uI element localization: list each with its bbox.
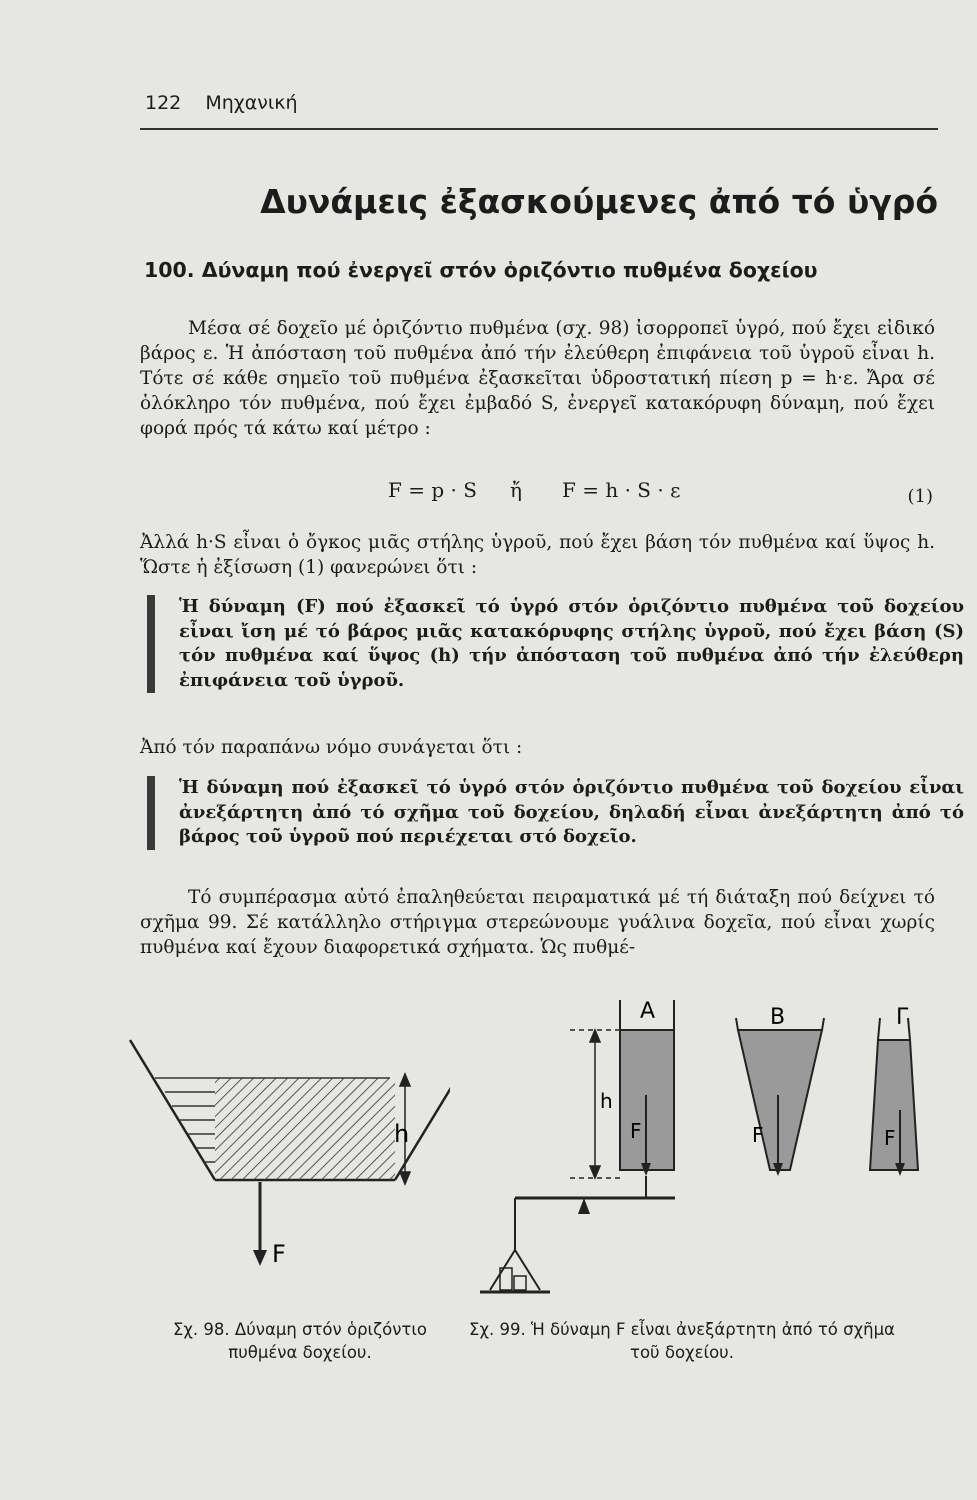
figure-98-caption-line1: Σχ. 98. Δύναμη στόν ὁριζόντιο <box>172 1320 428 1339</box>
paragraph-1 <box>140 316 935 441</box>
page-number: 122 <box>145 92 182 114</box>
figure-98-F-label: F <box>272 1240 286 1268</box>
paragraph-4 <box>140 885 935 960</box>
vessel-B <box>736 1018 824 1176</box>
law-1-text: Ἡ δύναμη (F) πού ἐξασκεῖ τό ὑγρό στόν ὁριζόντιο πυθμένα τοῦ δοχείου εἶναι ἴση μέ τό βάρος μιᾶς κατακόρυφης στήλης ὑγροῦ, πού ἔχει βάση (S) τόν πυθμένα καί ὕψος (h) τήν ἀπόσταση τοῦ πυθμένα ἀπό τήν ἐλεύθερη ἐπιφάνεια τοῦ ὑγροῦ. <box>179 596 964 691</box>
section-heading: 100. Δύναμη πού ἐνεργεῖ στόν ὁριζόντιο πυθμένα δοχείου <box>144 258 818 282</box>
paragraph-4-text: Τό συμπέρασμα αὐτό ἐπαληθεύεται πειραματικά μέ τή διάταξη πού δείχνει τό σχῆμα 99. Σέ κατάλληλο στήριγμα στερεώνουμε γυάλινα δοχεῖα, πού εἶναι χωρίς πυθμένα καί ἔχουν διαφορετικά σχήματα. Ὡς πυθμέ- <box>140 887 935 958</box>
running-title: Μηχανική <box>205 92 298 114</box>
figure-98-caption-line2: πυθμένα δοχείου. <box>228 1343 372 1362</box>
formula-or: ἤ <box>510 478 522 502</box>
paragraph-2 <box>140 530 935 580</box>
law-box-1 <box>147 595 964 693</box>
formula-right: F = h · S · ε <box>562 478 681 502</box>
header-rule <box>140 128 938 130</box>
chapter-title: Δυνάμεις ἐξασκούμενες ἀπό τό ὑγρό <box>260 182 938 221</box>
vessel-B-F-label: F <box>752 1123 764 1147</box>
paragraph-2-text: Ἀλλά h·S εἶναι ὁ ὄγκος μιᾶς στήλης ὑγροῦ, πού ἔχει βάση τόν πυθμένα καί ὕψος h. Ὥστε ἡ ἐξίσωση (1) φανερώνει ὅτι : <box>140 532 935 578</box>
figure-98 <box>120 1030 450 1310</box>
vessel-A-label: Α <box>640 1000 656 1024</box>
figure-99 <box>470 1000 930 1310</box>
vessel-A-F-label: F <box>630 1119 642 1143</box>
vessel-G-F-label: F <box>884 1126 896 1150</box>
formula-left: F = p · S <box>388 478 477 502</box>
vessel-G-label: Γ <box>896 1005 909 1030</box>
figure-98-h-label: h <box>394 1120 410 1148</box>
figure-99-caption-line2: τοῦ δοχείου. <box>630 1343 734 1362</box>
balance <box>480 1176 675 1292</box>
paragraph-3 <box>140 735 935 760</box>
vessel-A <box>620 1000 674 1176</box>
paragraph-1-text: Μέσα σέ δοχεῖο μέ ὁριζόντιο πυθμένα (σχ. 98) ἰσορροπεῖ ὑγρό, πού ἔχει εἰδικό βάρος ε. Ἡ ἀπόσταση τοῦ πυθμένα ἀπό τήν ἐλεύθερη ἐπιφάνεια τοῦ ὑγροῦ εἶναι h. Τότε σέ κάθε σημεῖο τοῦ πυθμένα ἐξασκεῖται ὑδροστατική πίεση p = h·ε. Ἄρα σέ ὁλόκληρο τόν πυθμένα, πού ἔχει ἐμβαδό S, ἐνεργεῖ κατακόρυφη δύναμη, πού ἔχει φορά πρός τά κάτω καί μέτρο : <box>140 318 935 439</box>
running-header <box>145 92 298 114</box>
vessel-B-label: Β <box>770 1005 786 1030</box>
force-arrowhead <box>253 1250 267 1266</box>
law-box-2 <box>147 776 964 850</box>
law-2-text: Ἡ δύναμη πού ἐξασκεῖ τό ὑγρό στόν ὁριζόντιο πυθμένα τοῦ δοχείου εἶναι ἀνεξάρτητη ἀπό τό σχῆμα τοῦ δοχείου, δηλαδή εἶναι ἀνεξάρτητη ἀπό τό βάρος τοῦ ὑγροῦ πού περιέχεται στό δοχεῖο. <box>179 777 964 847</box>
figure-98-caption <box>160 1318 440 1364</box>
paragraph-3-text: Ἀπό τόν παραπάνω νόμο συνάγεται ὅτι : <box>140 737 523 758</box>
liquid-column <box>215 1078 395 1180</box>
equation-number: (1) <box>907 486 933 507</box>
figure-99-caption <box>432 1318 932 1364</box>
dimension-h-label: h <box>600 1089 613 1113</box>
figure-99-caption-line1: Σχ. 99. Ἡ δύναμη F εἶναι ἀνεξάρτητη ἀπό τό σχῆμα <box>469 1320 895 1339</box>
vessel-G <box>870 1018 918 1176</box>
